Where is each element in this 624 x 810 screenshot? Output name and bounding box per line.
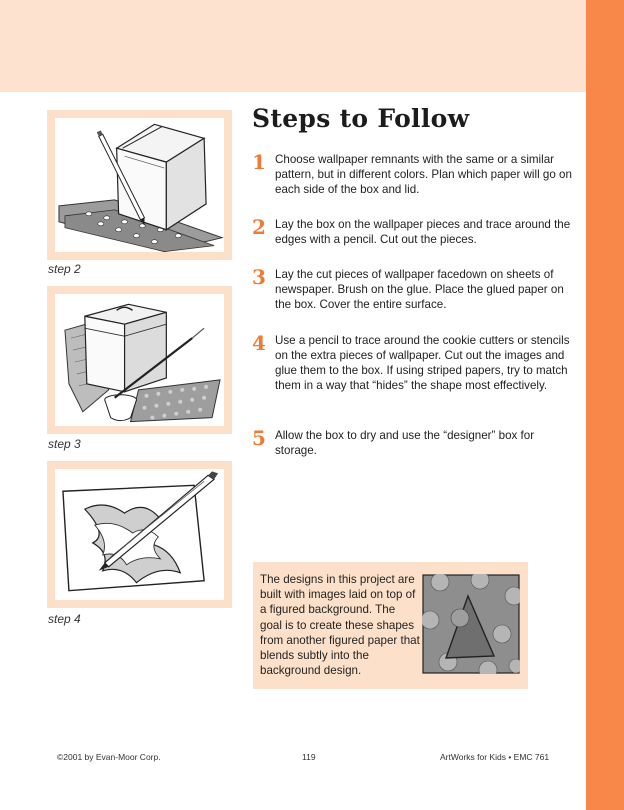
- step-text: Allow the box to dry and use the “designer” box for storage.: [275, 429, 535, 457]
- footer-copyright: ©2001 by Evan-Moor Corp.: [57, 752, 161, 762]
- step-text: Use a pencil to trace around the cookie cutters or stencils on the extra pieces of wallpaper. Cut out the images and glue them to the box. If using striped papers, try to match them in a way that “hides” the shape most effectively.: [275, 334, 570, 392]
- page-title: Steps to Follow: [252, 104, 470, 133]
- top-header-band: [0, 0, 586, 92]
- step-number: 4: [252, 331, 266, 355]
- step-text: Choose wallpaper remnants with the same or a similar pattern, but in different colors. Plan which paper will go on each side of the box and lid.: [275, 153, 572, 196]
- step-2-illustration: [47, 110, 232, 260]
- footer-series: ArtWorks for Kids • EMC 761: [440, 752, 550, 762]
- step-4-caption: step 4: [48, 612, 81, 626]
- step-number: 1: [252, 150, 266, 174]
- step-number: 5: [252, 426, 266, 450]
- side-accent-band: [586, 0, 624, 810]
- step-text: Lay the cut pieces of wallpaper facedown on sheets of newspaper. Brush on the glue. Place the glued paper on the box. Cover the entire surface.: [275, 268, 564, 311]
- step-3-caption: step 3: [48, 437, 81, 451]
- note-text: The designs in this project are built with images laid on top of a figured background. The goal is to create these shapes from another figured paper that blends subtly into the background design.: [260, 573, 420, 678]
- step-text: Lay the box on the wallpaper pieces and trace around the edges with a pencil. Cut out the pieces.: [275, 218, 571, 246]
- step-number: 3: [252, 265, 266, 289]
- step-3-illustration: [47, 286, 232, 434]
- box-on-wallpaper-drawing: [55, 118, 224, 252]
- step-2-caption: step 2: [48, 262, 81, 276]
- gluing-box-drawing: [55, 294, 224, 426]
- design-note-box: [253, 562, 528, 689]
- figured-background-example: [422, 574, 520, 674]
- tracing-shape-drawing: [55, 469, 224, 600]
- footer-page-number: 119: [302, 752, 316, 762]
- step-number: 2: [252, 215, 266, 239]
- step-4-illustration: [47, 461, 232, 608]
